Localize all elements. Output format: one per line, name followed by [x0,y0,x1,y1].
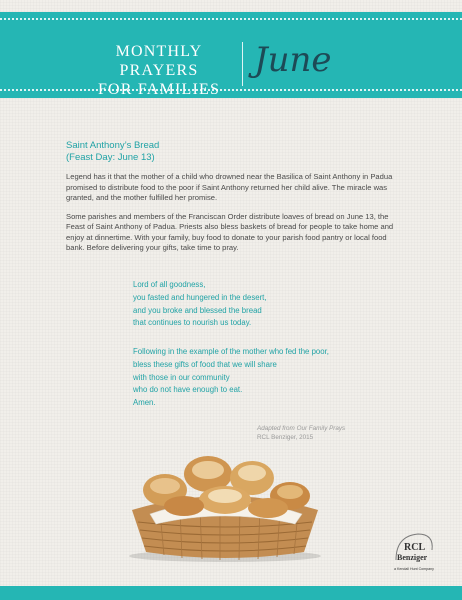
prayer-line: you fasted and hungered in the desert, [133,292,267,302]
prayer-line: Lord of all goodness, [133,280,206,289]
prayer-stanza-1 [133,279,413,330]
prayer-line: who do not have enough to eat. [133,385,243,395]
article-heading [66,140,402,164]
month-title: June [254,40,332,80]
credit-line1 [257,424,345,433]
header-title-line1: MONTHLY PRAYERS [115,43,203,79]
prayer-line: and you broke and blessed the bread [133,305,262,315]
prayer-line: Amen. [133,398,156,408]
footer-bar [0,586,462,600]
credit-publisher: RCL Benziger, 2015 [257,434,314,441]
logo-name-line1: RCL [404,542,426,553]
bread-basket-image [120,452,330,564]
rcl-benziger-logo [392,530,436,574]
article-paragraph-1: Legend has it that the mother of a child who drowned near the Basilica of Saint Anthony in Padua promised to distribute food to the poor if Saint Anthony returned her child alive. The miracle was granted, and the mother fulfilled her promise. [66,172,393,202]
article-heading-line2: (Feast Day: June 13) [66,152,155,163]
article [66,140,402,254]
article-heading-line1: Saint Anthony’s Bread [66,140,160,151]
prayer-line: bless these gifts of food that we will share [133,359,277,369]
article-paragraph-2: Some parishes and members of the Franciscan Order distribute loaves of bread on June 13, the Feast of Saint Anthony of Padua. Priests also bless baskets of bread for people to take home and enjoy at dinnertime. With your family, buy food to donate to your parish food pantry or local food bank. Before delivering your gifts, take time to pray. [66,211,394,252]
header-title-line2: FOR FAMILIES [97,81,221,98]
header-banner [0,12,462,98]
header-dotted-border-bottom [0,89,462,91]
source-credit [257,424,345,442]
credit-source: Our Family Prays [296,425,346,432]
prayer-line: Following in the example of the mother who fed the poor, [133,347,329,356]
logo-tagline: a Kendall Hunt Company [394,567,434,571]
prayer-line: with those in our community [133,372,230,382]
prayer-stanza-2 [133,346,413,410]
header-dotted-border-top [0,18,462,20]
prayer-line: that continues to nourish us today. [133,318,252,328]
credit-prefix: Adapted from [257,425,297,432]
logo-name-line2: Benziger [397,553,428,562]
header-divider [242,42,243,86]
